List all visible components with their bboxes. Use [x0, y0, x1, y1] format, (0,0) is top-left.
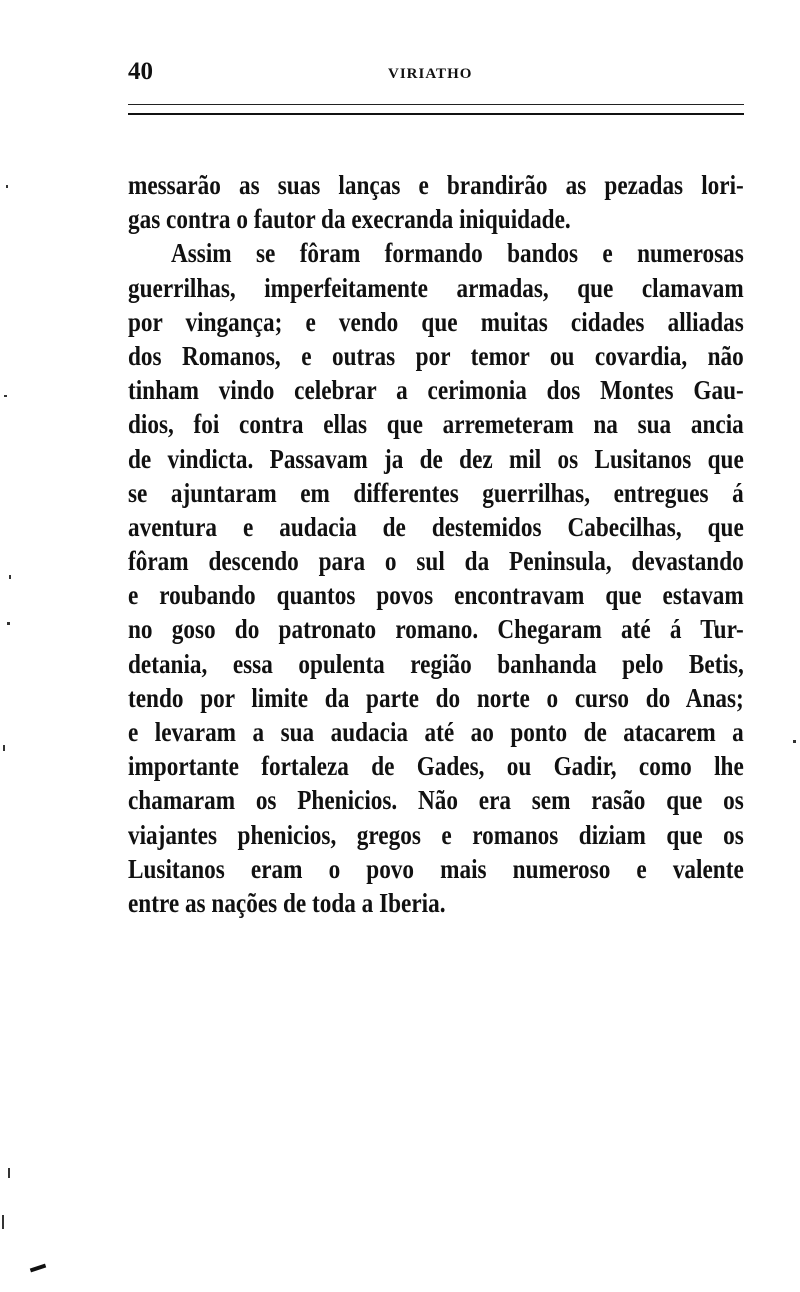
- text-line: guerrilhas, imperfeitamente armadas, que clamavam: [128, 272, 744, 303]
- text-line: gas contra o fautor da execranda iniquidade.: [128, 204, 571, 235]
- header-rule-thin: [128, 104, 744, 105]
- scan-speck: [2, 1215, 4, 1229]
- scan-speck: [30, 1264, 46, 1273]
- text-line: Assim se fôram formando bandos e numerosas: [171, 238, 744, 269]
- page-header: [128, 58, 744, 88]
- text-line: no goso do patronato romano. Chegaram até á Tur-: [128, 614, 744, 645]
- body-text: [128, 168, 744, 920]
- text-line: e levaram a sua audacia até ao ponto de atacarem a: [128, 717, 744, 747]
- text-line: e roubando quantos povos encontravam que estavam: [128, 580, 744, 611]
- page-number: 40: [128, 58, 153, 85]
- text-line: dos Romanos, e outras por temor ou covardia, não: [128, 340, 744, 371]
- text-line: se ajuntaram em differentes guerrilhas, entregues á: [128, 477, 744, 508]
- header-rule-thick: [128, 113, 744, 115]
- scan-speck: [9, 575, 11, 579]
- text-line: Lusitanos eram o povo mais numeroso e valente: [128, 853, 744, 884]
- scan-speck: [7, 622, 10, 625]
- text-line: por vingança; e vendo que muitas cidades alliadas: [128, 306, 744, 337]
- text-line: messarão as suas lanças e brandirão as pezadas lori-: [128, 170, 744, 200]
- text-line: entre as nações de toda a Iberia.: [128, 887, 446, 918]
- running-title: VIRIATHO: [388, 66, 473, 82]
- scan-speck: [3, 745, 5, 751]
- text-line: detania, essa opulenta região banhanda pelo Betis,: [128, 648, 744, 679]
- text-line: viajantes phenicios, gregos e romanos diziam que os: [128, 819, 744, 850]
- text-line: tinham vindo celebrar a cerimonia dos Montes Gau-: [128, 375, 744, 406]
- text-line: dios, foi contra ellas que arremeteram na sua ancia: [128, 409, 744, 440]
- text-line: importante fortaleza de Gades, ou Gadir, como lhe: [128, 751, 744, 782]
- text-line: aventura e audacia de destemidos Cabecilhas, que: [128, 511, 744, 542]
- scan-speck: [8, 1168, 10, 1178]
- scan-speck: [4, 395, 7, 397]
- text-line: chamaram os Phenicios. Não era sem rasão que os: [128, 785, 744, 816]
- scan-speck: [793, 740, 796, 743]
- text-line: tendo por limite da parte do norte o curso do Anas;: [128, 682, 744, 713]
- text-line: fôram descendo para o sul da Peninsula, devastando: [128, 546, 744, 577]
- scan-speck: [6, 185, 8, 188]
- text-line: de vindicta. Passavam ja de dez mil os Lusitanos que: [128, 443, 744, 474]
